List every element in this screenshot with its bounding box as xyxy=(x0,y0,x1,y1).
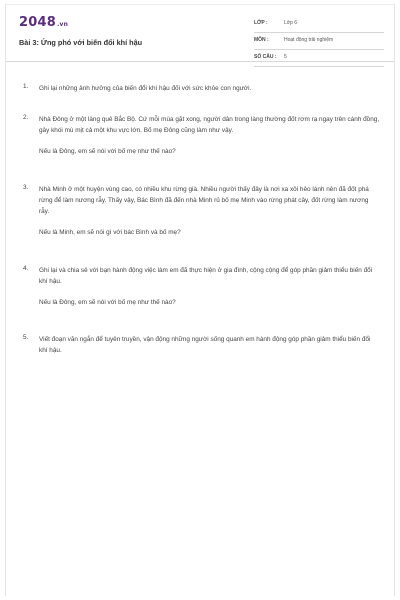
meta-table xyxy=(254,18,384,69)
meta-row-count xyxy=(254,52,384,67)
question-text: Ghi lại những ảnh hưởng của biến đổi khí hậu đối với sức khỏe con người. xyxy=(39,85,252,92)
question-item xyxy=(6,184,394,238)
meta-row-class xyxy=(254,18,384,33)
question-subprompt: Nếu là Đông, em sẽ nói với bố mẹ như thế nào? xyxy=(39,299,176,306)
site-logo[interactable] xyxy=(19,15,68,30)
question-text: Ghi lại và chia sẻ với bạn hành động việc làm em đã thực hiện ở gia đình, cộng cộng để góp phần giảm thiểu biến đổi khí hậu. xyxy=(39,267,373,285)
question-list xyxy=(6,83,394,356)
meta-label: LỚP : xyxy=(254,20,268,26)
logo-suffix: .vn xyxy=(56,21,69,28)
meta-value: 5 xyxy=(284,54,287,60)
question-number: 4. xyxy=(23,265,29,272)
meta-label: MÔN : xyxy=(254,37,269,43)
question-item xyxy=(6,83,394,94)
worksheet-header xyxy=(6,5,394,62)
question-number: 5. xyxy=(23,334,29,341)
meta-row-subject xyxy=(254,35,384,50)
logo-main: 2048 xyxy=(19,15,56,30)
question-number: 1. xyxy=(23,83,29,90)
question-text: Nhà Đông ở một làng quê Bắc Bộ. Cứ mỗi mùa gặt xong, người dân trong làng thường đốt rơm rạ ngay trên cánh đồng, gây khói mù mịt cả một khu vực lớn. Bố mẹ Đông cũng làm như vậy. xyxy=(39,116,380,134)
question-item xyxy=(6,114,394,157)
question-text: Nhà Minh ở một huyện vùng cao, có nhiều khu rừng già. Nhiều người thấy đây là nơi xa xôi hẻo lánh nên đã đốt phá rừng để làm nương rẫy. Thấy vậy, Bác Bình đã đến nhà Minh rủ bố mẹ Minh vào rừng phát cây, đốt rừng làm nương rẫy. xyxy=(39,186,369,215)
question-subprompt: Nếu là Đông, em sẽ nói với bố mẹ như thế nào? xyxy=(39,148,176,155)
meta-label: SỐ CÂU : xyxy=(254,54,277,60)
question-item xyxy=(6,334,394,356)
question-number: 2. xyxy=(23,114,29,121)
question-text: Viết đoạn văn ngắn để tuyên truyền, vận động những người sống quanh em hành động góp phần giảm thiểu biến đổi khí hậu. xyxy=(39,336,371,354)
meta-value: Hoạt động trải nghiệm xyxy=(284,37,334,43)
meta-value: Lớp 6 xyxy=(284,20,298,26)
question-number: 3. xyxy=(23,184,29,191)
worksheet-page xyxy=(5,4,395,596)
question-subprompt: Nếu là Minh, em sẽ nói gì với bác Bình và bố mẹ? xyxy=(39,229,181,236)
lesson-title: Bài 3: Ứng phó với biến đổi khí hậu xyxy=(19,38,143,47)
question-item xyxy=(6,265,394,308)
